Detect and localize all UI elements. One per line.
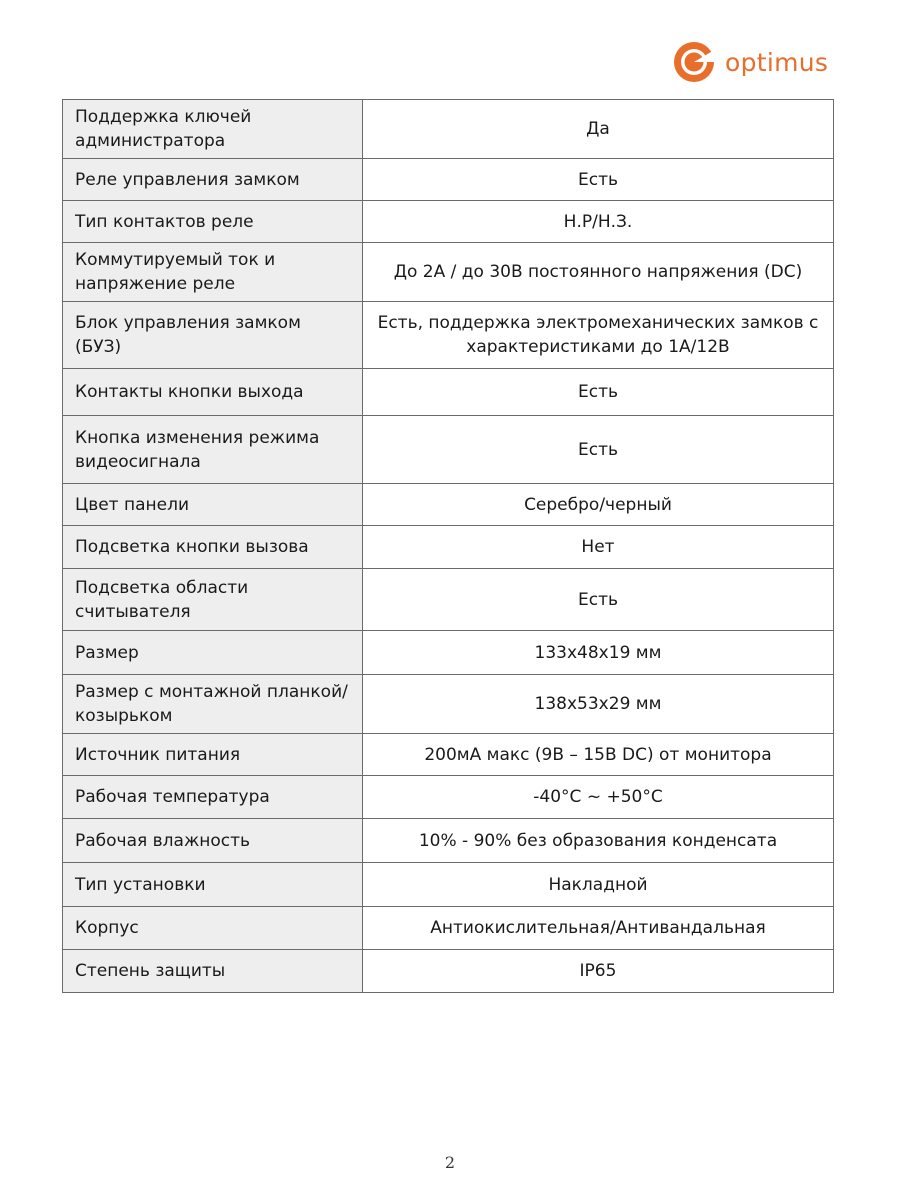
spec-label: Тип контактов реле — [63, 201, 363, 243]
spec-value: 200мА макс (9В – 15В DC) от монитора — [363, 734, 834, 776]
spec-value: 138x53x29 мм — [363, 675, 834, 734]
specifications-table — [62, 99, 834, 993]
spec-label: Блок управления замком (БУЗ) — [63, 302, 363, 369]
spec-label: Коммутируемый ток и напряжение реле — [63, 243, 363, 302]
table-row — [63, 416, 834, 484]
spec-value: Есть — [363, 369, 834, 416]
spec-label: Контакты кнопки выхода — [63, 369, 363, 416]
table-row — [63, 302, 834, 369]
spec-value: -40°C ~ +50°C — [363, 776, 834, 819]
spec-value: До 2А / до 30В постоянного напряжения (DC) — [363, 243, 834, 302]
table-row — [63, 819, 834, 863]
table-row — [63, 569, 834, 631]
spec-value: Да — [363, 100, 834, 159]
spec-label: Тип установки — [63, 863, 363, 907]
table-row — [63, 863, 834, 907]
table-row — [63, 159, 834, 201]
table-row — [63, 526, 834, 569]
spec-label: Размер — [63, 631, 363, 675]
spec-value: Нет — [363, 526, 834, 569]
table-row — [63, 776, 834, 819]
spec-value: 133x48x19 мм — [363, 631, 834, 675]
table-row — [63, 675, 834, 734]
spec-value: Серебро/черный — [363, 484, 834, 526]
spec-value: Есть, поддержка электромеханических замков с характеристиками до 1А/12В — [363, 302, 834, 369]
table-row — [63, 734, 834, 776]
spec-label: Кнопка изменения режима видеосигнала — [63, 416, 363, 484]
brand-logo — [672, 40, 828, 84]
spec-label: Подсветка области считывателя — [63, 569, 363, 631]
table-row — [63, 100, 834, 159]
spec-label: Цвет панели — [63, 484, 363, 526]
table-row — [63, 950, 834, 993]
specifications-table-body — [63, 100, 834, 993]
spec-label: Рабочая влажность — [63, 819, 363, 863]
spec-label: Степень защиты — [63, 950, 363, 993]
spec-label: Рабочая температура — [63, 776, 363, 819]
table-row — [63, 201, 834, 243]
spec-value: Есть — [363, 159, 834, 201]
table-row — [63, 369, 834, 416]
spec-value: Антиокислительная/Антивандальная — [363, 907, 834, 950]
spec-label: Размер с монтажной планкой/козырьком — [63, 675, 363, 734]
spec-value: 10% - 90% без образования конденсата — [363, 819, 834, 863]
table-row — [63, 907, 834, 950]
spec-label: Поддержка ключей администратора — [63, 100, 363, 159]
optimus-logo-icon — [672, 40, 716, 84]
spec-value: Накладной — [363, 863, 834, 907]
spec-label: Реле управления замком — [63, 159, 363, 201]
page-number: 2 — [444, 1153, 456, 1172]
table-row — [63, 243, 834, 302]
brand-name: optimus — [725, 47, 829, 77]
table-row — [63, 631, 834, 675]
spec-label: Источник питания — [63, 734, 363, 776]
spec-label: Подсветка кнопки вызова — [63, 526, 363, 569]
spec-label: Корпус — [63, 907, 363, 950]
table-row — [63, 484, 834, 526]
spec-value: Есть — [363, 569, 834, 631]
spec-value: IP65 — [363, 950, 834, 993]
spec-value: Есть — [363, 416, 834, 484]
spec-value: Н.Р/Н.З. — [363, 201, 834, 243]
